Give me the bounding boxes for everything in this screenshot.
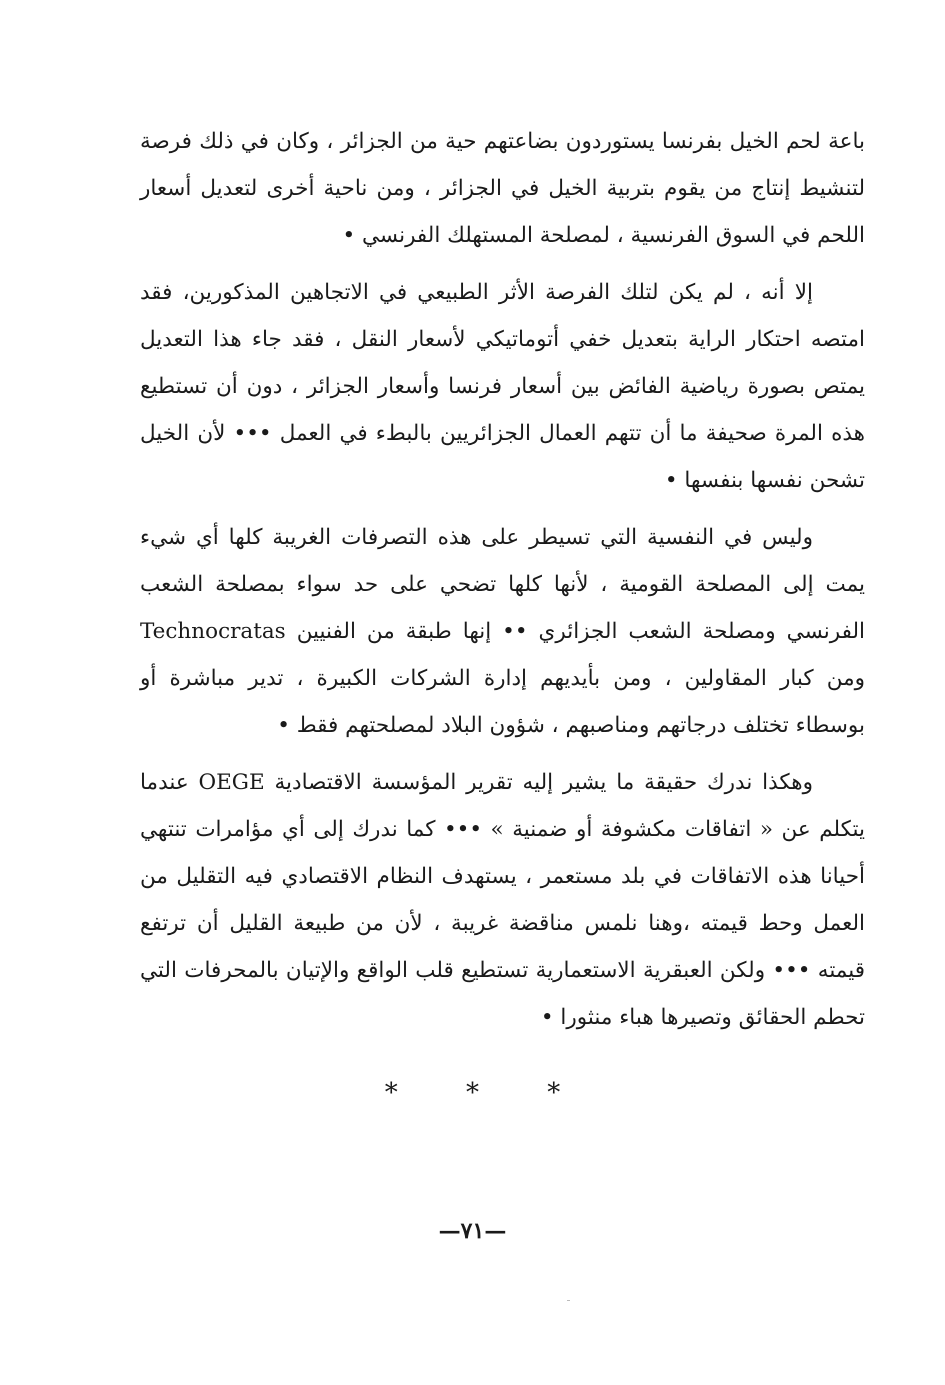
page-body — [140, 118, 865, 1041]
paragraph-4: وهكذا ندرك حقيقة ما يشير إليه تقرير المؤسسة الاقتصادية OEGE عندما يتكلم عن « اتفاقات مكشوفة أو ضمنية » ••• كما ندرك إلى أي مؤامرات تنتهي أحيانا هذه الاتفاقات في بلد مستعمر ، يستهدف النظام الاقتصادي فيه التقليل من العمل وحط قيمته ،وهنا نلمس مناقضة غريبة ، لأن من طبيعة القليل أن ترتفع قيمته ••• ولكن العبقرية الاستعمارية تستطيع قلب الواقع والإتيان بالمحرفات التي تحطم الحقائق وتصيرها هباء منثورا • — [140, 770, 865, 1030]
scan-speck — [567, 1300, 570, 1301]
paragraph-1: باعة لحم الخيل بفرنسا يستوردون بضاعتهم حية من الجزائر ، وكان في ذلك فرصة لتنشيط إنتاج من يقوم بتربية الخيل في الجزائر ، ومن ناحية أخرى لتعديل أسعار اللحم في السوق الفرنسية ، لمصلحة المستهلك الفرنسي • — [140, 129, 865, 248]
paragraph-2: إلا أنه ، لم يكن لتلك الفرصة الأثر الطبيعي في الاتجاهين المذكورين، فقد امتصه احتكار الراية بتعديل خفي أتوماتيكي لأسعار النقل ، فقد جاء هذا التعديل يمتص بصورة رياضية الفائض بين أسعار فرنسا وأسعار الجزائر ، دون أن تستطيع هذه المرة صحيفة ما أن تتهم العمال الجزائريين بالبطء في العمل ••• لأن الخيل تشحن نفسها بنفسها • — [140, 280, 865, 493]
paragraph-3: وليس في النفسية التي تسيطر على هذه التصرفات الغريبة كلها أي شيء يمت إلى المصلحة القومية ، لأنها كلها تضحي على حد سواء بمصلحة الشعب الفرنسي ومصلحة الشعب الجزائري •• إنها طبقة من الفنيين Technocratas ومن كبار المقاولين ، ومن بأيديهم إدارة الشركات الكبيرة ، تدير مباشرة أو بوسطاء تختلف درجاتهم ومناصبهم ، شؤون البلاد لمصلحتهم فقط • — [140, 525, 865, 738]
page-number: —٧١— — [438, 1218, 507, 1244]
section-separator: * * * — [384, 1078, 591, 1108]
